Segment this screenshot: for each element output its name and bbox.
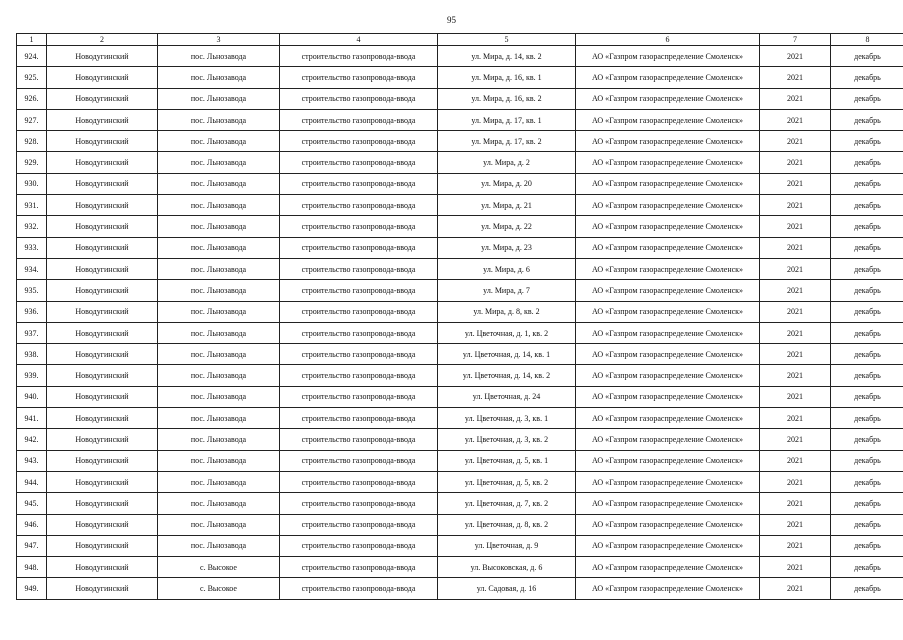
col-index-cell: 925.: [17, 67, 47, 88]
col-organization-cell: АО «Газпром газораспределение Смоленск»: [576, 258, 760, 279]
column-header-1: 1: [17, 34, 47, 46]
table-body: [17, 46, 903, 600]
col-index-cell: 926.: [17, 88, 47, 109]
col-year-cell: 2021: [760, 67, 831, 88]
col-index-cell: 946.: [17, 514, 47, 535]
col-index-cell: 932.: [17, 216, 47, 237]
col-work-type-cell: строительство газопровода-ввода: [280, 216, 438, 237]
col-address-cell: ул. Мира, д. 7: [438, 280, 576, 301]
col-address-cell: ул. Цветочная, д. 3, кв. 1: [438, 408, 576, 429]
col-index-cell: 931.: [17, 195, 47, 216]
col-month-cell: декабрь: [831, 557, 903, 578]
col-address-cell: ул. Цветочная, д. 5, кв. 1: [438, 450, 576, 471]
col-month-cell: декабрь: [831, 195, 903, 216]
col-month-cell: декабрь: [831, 88, 903, 109]
table-header: [17, 34, 903, 46]
col-month-cell: декабрь: [831, 322, 903, 343]
col-work-type-cell: строительство газопровода-ввода: [280, 557, 438, 578]
col-organization-cell: АО «Газпром газораспределение Смоленск»: [576, 46, 760, 67]
col-settlement-cell: с. Высокое: [158, 557, 280, 578]
table-row: [17, 450, 903, 471]
col-district-cell: Новодугинский: [47, 535, 158, 556]
col-index-cell: 945.: [17, 493, 47, 514]
col-year-cell: 2021: [760, 450, 831, 471]
col-organization-cell: АО «Газпром газораспределение Смоленск»: [576, 216, 760, 237]
col-year-cell: 2021: [760, 46, 831, 67]
col-settlement-cell: пос. Льнозавода: [158, 322, 280, 343]
col-district-cell: Новодугинский: [47, 365, 158, 386]
table-row: [17, 46, 903, 67]
col-address-cell: ул. Высоковская, д. 6: [438, 557, 576, 578]
col-month-cell: декабрь: [831, 429, 903, 450]
col-address-cell: ул. Садовая, д. 16: [438, 578, 576, 599]
col-settlement-cell: пос. Льнозавода: [158, 280, 280, 301]
col-index-cell: 924.: [17, 46, 47, 67]
col-settlement-cell: пос. Льнозавода: [158, 152, 280, 173]
col-organization-cell: АО «Газпром газораспределение Смоленск»: [576, 578, 760, 599]
col-organization-cell: АО «Газпром газораспределение Смоленск»: [576, 67, 760, 88]
col-organization-cell: АО «Газпром газораспределение Смоленск»: [576, 109, 760, 130]
col-district-cell: Новодугинский: [47, 109, 158, 130]
col-settlement-cell: пос. Льнозавода: [158, 408, 280, 429]
col-work-type-cell: строительство газопровода-ввода: [280, 258, 438, 279]
col-organization-cell: АО «Газпром газораспределение Смоленск»: [576, 535, 760, 556]
col-settlement-cell: пос. Льнозавода: [158, 344, 280, 365]
col-month-cell: декабрь: [831, 237, 903, 258]
column-header-4: 4: [280, 34, 438, 46]
col-address-cell: ул. Мира, д. 16, кв. 1: [438, 67, 576, 88]
col-address-cell: ул. Цветочная, д. 7, кв. 2: [438, 493, 576, 514]
col-settlement-cell: пос. Льнозавода: [158, 301, 280, 322]
col-year-cell: 2021: [760, 429, 831, 450]
page-number: 95: [447, 15, 456, 25]
col-year-cell: 2021: [760, 386, 831, 407]
col-settlement-cell: пос. Льнозавода: [158, 237, 280, 258]
col-settlement-cell: пос. Льнозавода: [158, 88, 280, 109]
col-district-cell: Новодугинский: [47, 557, 158, 578]
col-address-cell: ул. Мира, д. 17, кв. 1: [438, 109, 576, 130]
col-settlement-cell: пос. Льнозавода: [158, 131, 280, 152]
col-address-cell: ул. Цветочная, д. 5, кв. 2: [438, 471, 576, 492]
col-work-type-cell: строительство газопровода-ввода: [280, 46, 438, 67]
col-district-cell: Новодугинский: [47, 237, 158, 258]
col-year-cell: 2021: [760, 344, 831, 365]
col-month-cell: декабрь: [831, 365, 903, 386]
col-work-type-cell: строительство газопровода-ввода: [280, 514, 438, 535]
col-district-cell: Новодугинский: [47, 344, 158, 365]
col-work-type-cell: строительство газопровода-ввода: [280, 280, 438, 301]
col-organization-cell: АО «Газпром газораспределение Смоленск»: [576, 237, 760, 258]
col-work-type-cell: строительство газопровода-ввода: [280, 493, 438, 514]
col-district-cell: Новодугинский: [47, 46, 158, 67]
col-work-type-cell: строительство газопровода-ввода: [280, 386, 438, 407]
col-index-cell: 949.: [17, 578, 47, 599]
col-address-cell: ул. Мира, д. 8, кв. 2: [438, 301, 576, 322]
col-address-cell: ул. Цветочная, д. 9: [438, 535, 576, 556]
col-organization-cell: АО «Газпром газораспределение Смоленск»: [576, 280, 760, 301]
table-row: [17, 109, 903, 130]
col-year-cell: 2021: [760, 408, 831, 429]
table-row: [17, 131, 903, 152]
col-district-cell: Новодугинский: [47, 301, 158, 322]
col-work-type-cell: строительство газопровода-ввода: [280, 429, 438, 450]
col-organization-cell: АО «Газпром газораспределение Смоленск»: [576, 322, 760, 343]
col-address-cell: ул. Мира, д. 21: [438, 195, 576, 216]
col-district-cell: Новодугинский: [47, 493, 158, 514]
col-address-cell: ул. Цветочная, д. 14, кв. 1: [438, 344, 576, 365]
table-row: [17, 195, 903, 216]
table-row: [17, 578, 903, 599]
col-address-cell: ул. Мира, д. 22: [438, 216, 576, 237]
col-work-type-cell: строительство газопровода-ввода: [280, 301, 438, 322]
col-organization-cell: АО «Газпром газораспределение Смоленск»: [576, 429, 760, 450]
col-month-cell: декабрь: [831, 450, 903, 471]
table-row: [17, 322, 903, 343]
col-year-cell: 2021: [760, 173, 831, 194]
col-organization-cell: АО «Газпром газораспределение Смоленск»: [576, 408, 760, 429]
col-index-cell: 943.: [17, 450, 47, 471]
col-address-cell: ул. Цветочная, д. 24: [438, 386, 576, 407]
col-year-cell: 2021: [760, 493, 831, 514]
col-settlement-cell: пос. Льнозавода: [158, 109, 280, 130]
table-row: [17, 557, 903, 578]
col-work-type-cell: строительство газопровода-ввода: [280, 109, 438, 130]
column-header-7: 7: [760, 34, 831, 46]
col-district-cell: Новодугинский: [47, 578, 158, 599]
col-index-cell: 929.: [17, 152, 47, 173]
col-work-type-cell: строительство газопровода-ввода: [280, 195, 438, 216]
col-year-cell: 2021: [760, 237, 831, 258]
col-settlement-cell: пос. Льнозавода: [158, 386, 280, 407]
table-row: [17, 301, 903, 322]
col-district-cell: Новодугинский: [47, 471, 158, 492]
col-settlement-cell: пос. Льнозавода: [158, 67, 280, 88]
col-work-type-cell: строительство газопровода-ввода: [280, 450, 438, 471]
col-month-cell: декабрь: [831, 280, 903, 301]
col-month-cell: декабрь: [831, 514, 903, 535]
col-month-cell: декабрь: [831, 152, 903, 173]
table-row: [17, 67, 903, 88]
col-address-cell: ул. Мира, д. 20: [438, 173, 576, 194]
col-month-cell: декабрь: [831, 67, 903, 88]
col-index-cell: 942.: [17, 429, 47, 450]
col-month-cell: декабрь: [831, 131, 903, 152]
col-district-cell: Новодугинский: [47, 429, 158, 450]
table-row: [17, 173, 903, 194]
col-year-cell: 2021: [760, 514, 831, 535]
col-work-type-cell: строительство газопровода-ввода: [280, 365, 438, 386]
col-work-type-cell: строительство газопровода-ввода: [280, 88, 438, 109]
table-row: [17, 408, 903, 429]
col-index-cell: 933.: [17, 237, 47, 258]
col-settlement-cell: пос. Льнозавода: [158, 365, 280, 386]
col-district-cell: Новодугинский: [47, 216, 158, 237]
table-row: [17, 535, 903, 556]
col-organization-cell: АО «Газпром газораспределение Смоленск»: [576, 88, 760, 109]
col-month-cell: декабрь: [831, 216, 903, 237]
col-organization-cell: АО «Газпром газораспределение Смоленск»: [576, 301, 760, 322]
col-address-cell: ул. Цветочная, д. 14, кв. 2: [438, 365, 576, 386]
col-settlement-cell: пос. Льнозавода: [158, 493, 280, 514]
col-address-cell: ул. Цветочная, д. 1, кв. 2: [438, 322, 576, 343]
col-organization-cell: АО «Газпром газораспределение Смоленск»: [576, 131, 760, 152]
table-row: [17, 471, 903, 492]
col-year-cell: 2021: [760, 280, 831, 301]
table-row: [17, 88, 903, 109]
col-district-cell: Новодугинский: [47, 514, 158, 535]
col-month-cell: декабрь: [831, 344, 903, 365]
col-organization-cell: АО «Газпром газораспределение Смоленск»: [576, 557, 760, 578]
column-header-5: 5: [438, 34, 576, 46]
col-index-cell: 928.: [17, 131, 47, 152]
col-year-cell: 2021: [760, 578, 831, 599]
col-work-type-cell: строительство газопровода-ввода: [280, 173, 438, 194]
table-row: [17, 152, 903, 173]
col-work-type-cell: строительство газопровода-ввода: [280, 344, 438, 365]
table-row: [17, 216, 903, 237]
col-year-cell: 2021: [760, 88, 831, 109]
col-organization-cell: АО «Газпром газораспределение Смоленск»: [576, 514, 760, 535]
col-organization-cell: АО «Газпром газораспределение Смоленск»: [576, 173, 760, 194]
col-work-type-cell: строительство газопровода-ввода: [280, 322, 438, 343]
column-header-6: 6: [576, 34, 760, 46]
col-year-cell: 2021: [760, 471, 831, 492]
col-work-type-cell: строительство газопровода-ввода: [280, 535, 438, 556]
table-row: [17, 258, 903, 279]
column-header-3: 3: [158, 34, 280, 46]
col-district-cell: Новодугинский: [47, 258, 158, 279]
col-index-cell: 941.: [17, 408, 47, 429]
col-month-cell: декабрь: [831, 535, 903, 556]
col-address-cell: ул. Мира, д. 23: [438, 237, 576, 258]
col-district-cell: Новодугинский: [47, 408, 158, 429]
col-organization-cell: АО «Газпром газораспределение Смоленск»: [576, 152, 760, 173]
col-year-cell: 2021: [760, 322, 831, 343]
table-row: [17, 493, 903, 514]
col-district-cell: Новодугинский: [47, 386, 158, 407]
col-district-cell: Новодугинский: [47, 152, 158, 173]
col-organization-cell: АО «Газпром газораспределение Смоленск»: [576, 493, 760, 514]
col-settlement-cell: пос. Льнозавода: [158, 46, 280, 67]
col-district-cell: Новодугинский: [47, 195, 158, 216]
col-year-cell: 2021: [760, 557, 831, 578]
col-index-cell: 935.: [17, 280, 47, 301]
col-district-cell: Новодугинский: [47, 322, 158, 343]
col-organization-cell: АО «Газпром газораспределение Смоленск»: [576, 471, 760, 492]
col-index-cell: 930.: [17, 173, 47, 194]
col-settlement-cell: пос. Льнозавода: [158, 216, 280, 237]
col-year-cell: 2021: [760, 535, 831, 556]
col-settlement-cell: пос. Льнозавода: [158, 429, 280, 450]
col-address-cell: ул. Цветочная, д. 8, кв. 2: [438, 514, 576, 535]
register-table: [16, 33, 903, 600]
col-month-cell: декабрь: [831, 109, 903, 130]
col-index-cell: 937.: [17, 322, 47, 343]
col-index-cell: 947.: [17, 535, 47, 556]
col-settlement-cell: пос. Льнозавода: [158, 258, 280, 279]
col-organization-cell: АО «Газпром газораспределение Смоленск»: [576, 195, 760, 216]
col-organization-cell: АО «Газпром газораспределение Смоленск»: [576, 365, 760, 386]
col-district-cell: Новодугинский: [47, 173, 158, 194]
col-organization-cell: АО «Газпром газораспределение Смоленск»: [576, 450, 760, 471]
col-settlement-cell: с. Высокое: [158, 578, 280, 599]
col-month-cell: декабрь: [831, 258, 903, 279]
table-row: [17, 386, 903, 407]
col-year-cell: 2021: [760, 109, 831, 130]
col-month-cell: декабрь: [831, 471, 903, 492]
col-organization-cell: АО «Газпром газораспределение Смоленск»: [576, 344, 760, 365]
col-district-cell: Новодугинский: [47, 131, 158, 152]
col-settlement-cell: пос. Льнозавода: [158, 450, 280, 471]
col-settlement-cell: пос. Льнозавода: [158, 514, 280, 535]
col-work-type-cell: строительство газопровода-ввода: [280, 471, 438, 492]
col-index-cell: 939.: [17, 365, 47, 386]
col-settlement-cell: пос. Льнозавода: [158, 535, 280, 556]
col-work-type-cell: строительство газопровода-ввода: [280, 578, 438, 599]
col-month-cell: декабрь: [831, 386, 903, 407]
col-organization-cell: АО «Газпром газораспределение Смоленск»: [576, 386, 760, 407]
col-address-cell: ул. Мира, д. 2: [438, 152, 576, 173]
col-work-type-cell: строительство газопровода-ввода: [280, 408, 438, 429]
col-month-cell: декабрь: [831, 173, 903, 194]
col-year-cell: 2021: [760, 216, 831, 237]
table-row: [17, 365, 903, 386]
col-month-cell: декабрь: [831, 578, 903, 599]
col-work-type-cell: строительство газопровода-ввода: [280, 237, 438, 258]
col-index-cell: 938.: [17, 344, 47, 365]
column-header-2: 2: [47, 34, 158, 46]
table-row: [17, 237, 903, 258]
col-address-cell: ул. Мира, д. 14, кв. 2: [438, 46, 576, 67]
table-row: [17, 514, 903, 535]
col-district-cell: Новодугинский: [47, 88, 158, 109]
header-row: [17, 34, 903, 46]
col-address-cell: ул. Мира, д. 17, кв. 2: [438, 131, 576, 152]
col-year-cell: 2021: [760, 258, 831, 279]
col-settlement-cell: пос. Льнозавода: [158, 195, 280, 216]
col-index-cell: 934.: [17, 258, 47, 279]
table-row: [17, 344, 903, 365]
col-address-cell: ул. Цветочная, д. 3, кв. 2: [438, 429, 576, 450]
col-settlement-cell: пос. Льнозавода: [158, 471, 280, 492]
col-index-cell: 948.: [17, 557, 47, 578]
col-year-cell: 2021: [760, 195, 831, 216]
col-work-type-cell: строительство газопровода-ввода: [280, 131, 438, 152]
col-work-type-cell: строительство газопровода-ввода: [280, 67, 438, 88]
table-row: [17, 429, 903, 450]
col-month-cell: декабрь: [831, 46, 903, 67]
col-index-cell: 927.: [17, 109, 47, 130]
col-work-type-cell: строительство газопровода-ввода: [280, 152, 438, 173]
col-settlement-cell: пос. Льнозавода: [158, 173, 280, 194]
col-index-cell: 944.: [17, 471, 47, 492]
col-district-cell: Новодугинский: [47, 67, 158, 88]
col-month-cell: декабрь: [831, 493, 903, 514]
col-month-cell: декабрь: [831, 301, 903, 322]
table-row: [17, 280, 903, 301]
col-year-cell: 2021: [760, 365, 831, 386]
column-header-8: 8: [831, 34, 903, 46]
col-year-cell: 2021: [760, 301, 831, 322]
col-year-cell: 2021: [760, 131, 831, 152]
col-month-cell: декабрь: [831, 408, 903, 429]
col-index-cell: 940.: [17, 386, 47, 407]
col-year-cell: 2021: [760, 152, 831, 173]
col-address-cell: ул. Мира, д. 16, кв. 2: [438, 88, 576, 109]
col-district-cell: Новодугинский: [47, 450, 158, 471]
col-address-cell: ул. Мира, д. 6: [438, 258, 576, 279]
col-index-cell: 936.: [17, 301, 47, 322]
col-district-cell: Новодугинский: [47, 280, 158, 301]
